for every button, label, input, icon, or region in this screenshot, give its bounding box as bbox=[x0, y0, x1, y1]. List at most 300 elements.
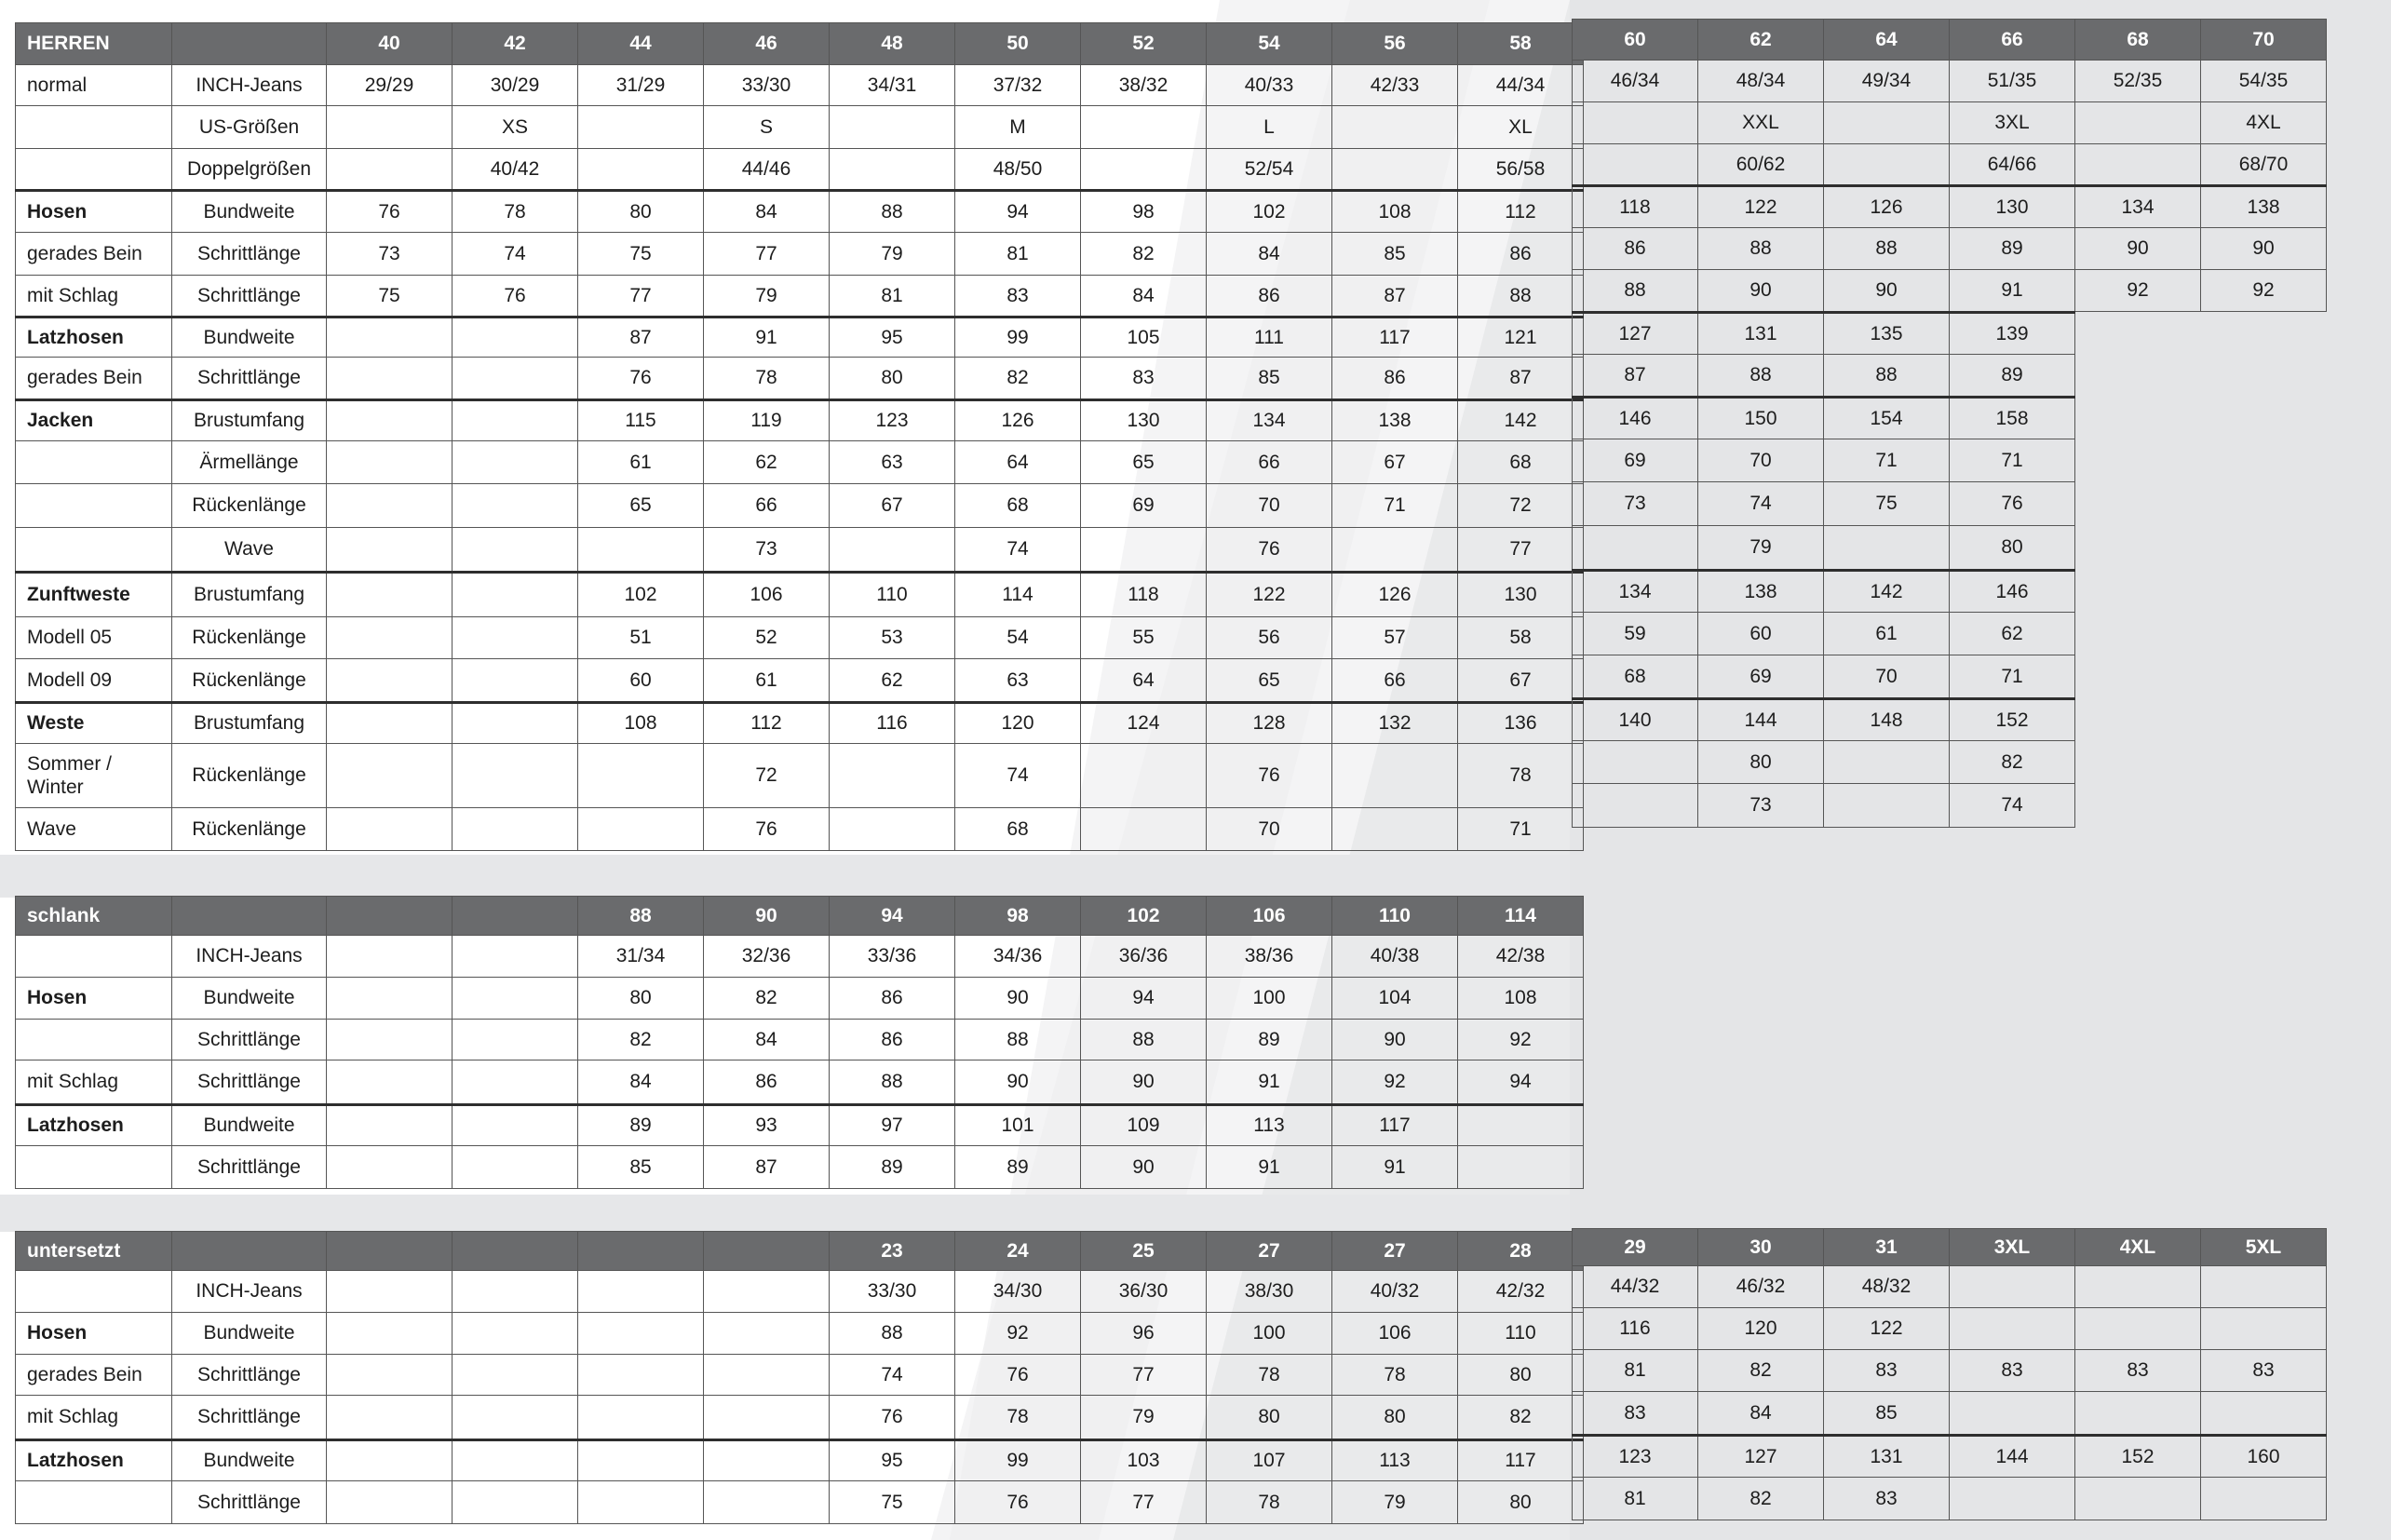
table-cell bbox=[453, 1146, 578, 1189]
table-cell: Brustumfang bbox=[172, 400, 327, 441]
table-cell bbox=[16, 1020, 172, 1060]
table-cell: 81 bbox=[1573, 1350, 1698, 1392]
table-cell: Doppelgrößen bbox=[172, 149, 327, 191]
table-row bbox=[16, 233, 1584, 276]
table-cell bbox=[453, 617, 578, 659]
header-cell: 42 bbox=[453, 23, 578, 65]
table-cell: 71 bbox=[1332, 484, 1458, 528]
table-cell bbox=[327, 744, 453, 808]
table-cell: 90 bbox=[2075, 228, 2201, 270]
table-cell: 80 bbox=[578, 978, 704, 1020]
table-cell: 89 bbox=[1207, 1020, 1332, 1060]
table-cell: 122 bbox=[1698, 186, 1824, 228]
table-cell: 79 bbox=[1081, 1396, 1207, 1440]
table-cell: 126 bbox=[1824, 186, 1950, 228]
header-cell: 60 bbox=[1573, 20, 1698, 61]
table-cell bbox=[327, 617, 453, 659]
table-cell bbox=[327, 1020, 453, 1060]
table-cell: 38/30 bbox=[1207, 1271, 1332, 1313]
table-cell: 61 bbox=[704, 659, 830, 703]
table-row bbox=[16, 484, 1584, 528]
table-cell: Schrittlänge bbox=[172, 358, 327, 400]
table-cell: 135 bbox=[1824, 313, 1950, 355]
table-cell bbox=[1824, 144, 1950, 186]
table-cell: 55 bbox=[1081, 617, 1207, 659]
table-cell: 79 bbox=[1698, 526, 1824, 571]
table-cell: 88 bbox=[1458, 276, 1584, 317]
table-cell: 36/30 bbox=[1081, 1271, 1207, 1313]
table-cell: 71 bbox=[1950, 439, 2075, 482]
table-cell bbox=[2201, 1308, 2327, 1350]
header-cell: 4XL bbox=[2075, 1229, 2201, 1266]
table-cell: 83 bbox=[1950, 1350, 2075, 1392]
table-cell bbox=[578, 528, 704, 573]
table-cell: 86 bbox=[1458, 233, 1584, 276]
table-cell: 88 bbox=[1824, 355, 1950, 398]
table-cell: 102 bbox=[578, 573, 704, 617]
table-cell: 88 bbox=[830, 1060, 955, 1105]
table-row bbox=[16, 936, 1584, 978]
table-cell bbox=[453, 1440, 578, 1481]
table-cell: Schrittlänge bbox=[172, 1060, 327, 1105]
table-cell: INCH-Jeans bbox=[172, 936, 327, 978]
table-row bbox=[16, 528, 1584, 573]
table-cell bbox=[2075, 102, 2201, 144]
table-cell: 77 bbox=[1458, 528, 1584, 573]
table-row bbox=[1573, 526, 2075, 571]
table-cell: 72 bbox=[704, 744, 830, 808]
table-cell: 95 bbox=[830, 1440, 955, 1481]
table-cell: 49/34 bbox=[1824, 61, 1950, 102]
table-row bbox=[16, 149, 1584, 191]
table-cell bbox=[327, 1440, 453, 1481]
table-cell: 106 bbox=[704, 573, 830, 617]
table-cell: Rückenlänge bbox=[172, 744, 327, 808]
table-cell bbox=[578, 106, 704, 149]
table-cell bbox=[704, 1355, 830, 1396]
header-cell: untersetzt bbox=[16, 1232, 172, 1271]
table-cell: 78 bbox=[1458, 744, 1584, 808]
table-cell: 40/42 bbox=[453, 149, 578, 191]
table-cell: 140 bbox=[1573, 699, 1698, 741]
table-row bbox=[1573, 1478, 2327, 1520]
table-cell bbox=[327, 1396, 453, 1440]
table-cell: gerades Bein bbox=[16, 1355, 172, 1396]
table-cell: 92 bbox=[2201, 270, 2327, 312]
table-cell: 113 bbox=[1207, 1105, 1332, 1146]
table-cell: US-Größen bbox=[172, 106, 327, 149]
table-cell: 80 bbox=[1332, 1396, 1458, 1440]
table-cell: 53 bbox=[830, 617, 955, 659]
table-row bbox=[16, 1060, 1584, 1105]
table-cell: Rückenlänge bbox=[172, 484, 327, 528]
table-cell: Schrittlänge bbox=[172, 1146, 327, 1189]
table-cell: 101 bbox=[955, 1105, 1081, 1146]
table-row bbox=[16, 400, 1584, 441]
table-cell: 84 bbox=[1698, 1392, 1824, 1436]
table-cell bbox=[453, 1020, 578, 1060]
table-cell: Schrittlänge bbox=[172, 1020, 327, 1060]
table-cell: 87 bbox=[1332, 276, 1458, 317]
table-cell bbox=[830, 744, 955, 808]
herren_right2-grid bbox=[1572, 311, 2075, 828]
table-cell: 75 bbox=[1824, 482, 1950, 526]
table-cell: 74 bbox=[1698, 482, 1824, 526]
table-row bbox=[16, 65, 1584, 106]
table-cell: 116 bbox=[830, 703, 955, 744]
table-cell: 120 bbox=[955, 703, 1081, 744]
table-row bbox=[1573, 1308, 2327, 1350]
untersetzt_right-grid bbox=[1572, 1228, 2327, 1520]
table-row bbox=[16, 441, 1584, 484]
table-cell bbox=[2075, 144, 2201, 186]
table-cell: 38/32 bbox=[1081, 65, 1207, 106]
table-cell bbox=[453, 1105, 578, 1146]
header-cell: 106 bbox=[1207, 897, 1332, 936]
table-row bbox=[1573, 571, 2075, 613]
table-cell: normal bbox=[16, 65, 172, 106]
table-cell bbox=[578, 1271, 704, 1313]
table-cell: 75 bbox=[578, 233, 704, 276]
table-cell: Ärmellänge bbox=[172, 441, 327, 484]
table-cell: 89 bbox=[1950, 228, 2075, 270]
table-cell: 73 bbox=[1698, 784, 1824, 828]
table-cell bbox=[453, 358, 578, 400]
header-cell: 29 bbox=[1573, 1229, 1698, 1266]
table-cell bbox=[16, 1271, 172, 1313]
table-cell: 90 bbox=[1824, 270, 1950, 312]
table-cell: Modell 05 bbox=[16, 617, 172, 659]
header-cell bbox=[327, 897, 453, 936]
table-cell: 66 bbox=[1207, 441, 1332, 484]
table-cell: 82 bbox=[1458, 1396, 1584, 1440]
table-cell bbox=[704, 1440, 830, 1481]
table-cell: Brustumfang bbox=[172, 703, 327, 744]
table-cell: 117 bbox=[1332, 1105, 1458, 1146]
table-cell bbox=[327, 1481, 453, 1524]
schlank-grid bbox=[15, 896, 1584, 1189]
table-cell: 91 bbox=[1207, 1146, 1332, 1189]
table-cell: 138 bbox=[2201, 186, 2327, 228]
table-cell: 90 bbox=[1332, 1020, 1458, 1060]
table-cell: 89 bbox=[1950, 355, 2075, 398]
table-cell: 74 bbox=[453, 233, 578, 276]
table-cell: Hosen bbox=[16, 978, 172, 1020]
table-cell: 78 bbox=[704, 358, 830, 400]
table-row bbox=[1573, 61, 2327, 102]
table-cell bbox=[453, 1060, 578, 1105]
table-cell: 106 bbox=[1332, 1313, 1458, 1355]
table-cell: 123 bbox=[1573, 1436, 1698, 1478]
table-cell bbox=[327, 358, 453, 400]
table-cell: 80 bbox=[1698, 741, 1824, 784]
table-cell: 114 bbox=[955, 573, 1081, 617]
table-cell bbox=[1824, 102, 1950, 144]
table-cell: Latzhosen bbox=[16, 1440, 172, 1481]
table-cell: Latzhosen bbox=[16, 1105, 172, 1146]
table-row bbox=[16, 659, 1584, 703]
table-cell: 109 bbox=[1081, 1105, 1207, 1146]
table-cell bbox=[578, 808, 704, 851]
table-cell: Brustumfang bbox=[172, 573, 327, 617]
table-cell bbox=[1332, 744, 1458, 808]
table-cell bbox=[578, 1440, 704, 1481]
table-cell: 100 bbox=[1207, 1313, 1332, 1355]
table-cell: 79 bbox=[830, 233, 955, 276]
table-cell: 82 bbox=[1698, 1478, 1824, 1520]
table-cell: 90 bbox=[1081, 1146, 1207, 1189]
header-cell: 62 bbox=[1698, 20, 1824, 61]
table-cell: 77 bbox=[1081, 1481, 1207, 1524]
table-cell: 102 bbox=[1207, 191, 1332, 233]
table-cell: 44/32 bbox=[1573, 1266, 1698, 1308]
table-cell: gerades Bein bbox=[16, 233, 172, 276]
table-cell: Rückenlänge bbox=[172, 659, 327, 703]
table-row bbox=[16, 1271, 1584, 1313]
table-cell bbox=[327, 528, 453, 573]
table-cell: 86 bbox=[704, 1060, 830, 1105]
table-cell: 52/54 bbox=[1207, 149, 1332, 191]
table-cell bbox=[2075, 1266, 2201, 1308]
table-cell: 71 bbox=[1950, 655, 2075, 699]
table-cell: 79 bbox=[704, 276, 830, 317]
table-cell: XL bbox=[1458, 106, 1584, 149]
table-row bbox=[1573, 1392, 2327, 1436]
table-cell: 148 bbox=[1824, 699, 1950, 741]
table-cell: 103 bbox=[1081, 1440, 1207, 1481]
table-row bbox=[1573, 699, 2075, 741]
table-cell: M bbox=[955, 106, 1081, 149]
table-cell: Jacken bbox=[16, 400, 172, 441]
table-cell bbox=[830, 106, 955, 149]
table-cell: Schrittlänge bbox=[172, 276, 327, 317]
table-cell bbox=[453, 1355, 578, 1396]
herren-table bbox=[15, 22, 1584, 851]
header-cell: 54 bbox=[1207, 23, 1332, 65]
table-cell: 34/31 bbox=[830, 65, 955, 106]
header-cell: 68 bbox=[2075, 20, 2201, 61]
table-cell: 87 bbox=[704, 1146, 830, 1189]
header-cell bbox=[327, 1232, 453, 1271]
table-row bbox=[16, 1105, 1584, 1146]
table-cell: 31/34 bbox=[578, 936, 704, 978]
table-cell: 95 bbox=[830, 317, 955, 358]
table-cell: 83 bbox=[1081, 358, 1207, 400]
header-cell: 27 bbox=[1332, 1232, 1458, 1271]
table-cell: 65 bbox=[578, 484, 704, 528]
table-cell: 48/32 bbox=[1824, 1266, 1950, 1308]
herren-table-extension-lower bbox=[1572, 311, 2075, 828]
table-cell bbox=[1081, 808, 1207, 851]
table-cell: 81 bbox=[830, 276, 955, 317]
table-cell: 131 bbox=[1698, 313, 1824, 355]
table-cell: 46/34 bbox=[1573, 61, 1698, 102]
table-cell: 42/38 bbox=[1458, 936, 1584, 978]
table-cell: 56 bbox=[1207, 617, 1332, 659]
table-row bbox=[16, 1146, 1584, 1189]
table-cell bbox=[327, 441, 453, 484]
table-cell bbox=[578, 1481, 704, 1524]
table-cell: 94 bbox=[1458, 1060, 1584, 1105]
table-cell: 64/66 bbox=[1950, 144, 2075, 186]
table-cell: 88 bbox=[830, 191, 955, 233]
table-cell: 37/32 bbox=[955, 65, 1081, 106]
table-cell: 128 bbox=[1207, 703, 1332, 744]
table-row bbox=[1573, 355, 2075, 398]
table-cell bbox=[327, 1271, 453, 1313]
table-cell: 83 bbox=[955, 276, 1081, 317]
table-cell: 80 bbox=[578, 191, 704, 233]
table-cell: 74 bbox=[1950, 784, 2075, 828]
table-cell bbox=[327, 1355, 453, 1396]
table-cell: 85 bbox=[1824, 1392, 1950, 1436]
table-cell bbox=[1950, 1266, 2075, 1308]
table-cell: 70 bbox=[1207, 808, 1332, 851]
table-cell: Hosen bbox=[16, 1313, 172, 1355]
table-cell: 71 bbox=[1458, 808, 1584, 851]
table-cell: 142 bbox=[1824, 571, 1950, 613]
table-row bbox=[16, 1313, 1584, 1355]
header-cell: 40 bbox=[327, 23, 453, 65]
table-cell: 77 bbox=[1081, 1355, 1207, 1396]
table-cell bbox=[453, 808, 578, 851]
table-cell: 115 bbox=[578, 400, 704, 441]
table-cell: 80 bbox=[1950, 526, 2075, 571]
table-cell: 85 bbox=[578, 1146, 704, 1189]
untersetzt-table bbox=[15, 1231, 1584, 1524]
table-cell: 84 bbox=[704, 1020, 830, 1060]
table-cell: 74 bbox=[955, 528, 1081, 573]
table-cell: 160 bbox=[2201, 1436, 2327, 1478]
table-cell: 42/33 bbox=[1332, 65, 1458, 106]
table-cell: Wave bbox=[16, 808, 172, 851]
header-cell: 31 bbox=[1824, 1229, 1950, 1266]
table-cell: 76 bbox=[453, 276, 578, 317]
table-cell: Bundweite bbox=[172, 191, 327, 233]
table-cell bbox=[1573, 784, 1698, 828]
table-cell: Bundweite bbox=[172, 1105, 327, 1146]
untersetzt-table-extension bbox=[1572, 1228, 2327, 1520]
table-cell: 79 bbox=[1332, 1481, 1458, 1524]
table-cell: 83 bbox=[1824, 1350, 1950, 1392]
table-cell: Wave bbox=[172, 528, 327, 573]
table-cell: 94 bbox=[1081, 978, 1207, 1020]
header-cell: 94 bbox=[830, 897, 955, 936]
table-cell: 76 bbox=[578, 358, 704, 400]
table-cell bbox=[327, 400, 453, 441]
table-cell: 68 bbox=[955, 808, 1081, 851]
table-row bbox=[16, 744, 1584, 808]
table-cell bbox=[1081, 744, 1207, 808]
header-cell: 58 bbox=[1458, 23, 1584, 65]
table-cell: 66 bbox=[704, 484, 830, 528]
table-row bbox=[16, 573, 1584, 617]
table-cell: 86 bbox=[830, 978, 955, 1020]
table-cell: 90 bbox=[1081, 1060, 1207, 1105]
table-cell bbox=[1458, 1105, 1584, 1146]
table-row bbox=[1573, 186, 2327, 228]
table-row bbox=[16, 317, 1584, 358]
table-cell: 30/29 bbox=[453, 65, 578, 106]
table-cell: 144 bbox=[1950, 1436, 2075, 1478]
table-cell: Bundweite bbox=[172, 317, 327, 358]
table-cell: 70 bbox=[1698, 439, 1824, 482]
table-row bbox=[1573, 613, 2075, 655]
table-cell: 87 bbox=[578, 317, 704, 358]
table-cell: 66 bbox=[1332, 659, 1458, 703]
table-cell bbox=[1332, 808, 1458, 851]
table-cell: 119 bbox=[704, 400, 830, 441]
table-cell bbox=[2075, 1308, 2201, 1350]
table-cell: 48/34 bbox=[1698, 61, 1824, 102]
table-cell bbox=[16, 528, 172, 573]
table-cell bbox=[2201, 1266, 2327, 1308]
table-cell: 75 bbox=[327, 276, 453, 317]
table-cell: 111 bbox=[1207, 317, 1332, 358]
table-cell bbox=[1824, 784, 1950, 828]
table-cell: S bbox=[704, 106, 830, 149]
table-cell: 91 bbox=[1950, 270, 2075, 312]
table-cell: Bundweite bbox=[172, 978, 327, 1020]
table-cell bbox=[453, 1271, 578, 1313]
table-cell: 76 bbox=[1950, 482, 2075, 526]
table-cell: 84 bbox=[1081, 276, 1207, 317]
table-cell: XXL bbox=[1698, 102, 1824, 144]
table-cell: Bundweite bbox=[172, 1313, 327, 1355]
table-cell: 90 bbox=[955, 978, 1081, 1020]
table-cell: 82 bbox=[1950, 741, 2075, 784]
table-cell bbox=[453, 528, 578, 573]
table-row bbox=[16, 1020, 1584, 1060]
header-cell: 102 bbox=[1081, 897, 1207, 936]
table-cell bbox=[16, 1481, 172, 1524]
table-row bbox=[16, 358, 1584, 400]
table-cell: 152 bbox=[2075, 1436, 2201, 1478]
table-cell bbox=[453, 1396, 578, 1440]
table-cell bbox=[327, 106, 453, 149]
table-cell: 122 bbox=[1207, 573, 1332, 617]
table-cell: 69 bbox=[1081, 484, 1207, 528]
header-cell bbox=[172, 897, 327, 936]
table-cell: 76 bbox=[830, 1396, 955, 1440]
header-cell: 64 bbox=[1824, 20, 1950, 61]
table-cell: 4XL bbox=[2201, 102, 2327, 144]
table-cell: 117 bbox=[1458, 1440, 1584, 1481]
table-cell: 124 bbox=[1081, 703, 1207, 744]
table-cell: 150 bbox=[1698, 398, 1824, 439]
header-cell: 46 bbox=[704, 23, 830, 65]
header-cell: 44 bbox=[578, 23, 704, 65]
table-cell: 94 bbox=[955, 191, 1081, 233]
table-cell bbox=[830, 808, 955, 851]
table-cell: Rückenlänge bbox=[172, 808, 327, 851]
table-cell bbox=[453, 400, 578, 441]
table-cell: 68 bbox=[1458, 441, 1584, 484]
table-cell: 80 bbox=[830, 358, 955, 400]
table-cell: 132 bbox=[1332, 703, 1458, 744]
table-cell: 82 bbox=[578, 1020, 704, 1060]
table-cell: 126 bbox=[955, 400, 1081, 441]
table-cell: 51/35 bbox=[1950, 61, 2075, 102]
table-cell: 60 bbox=[578, 659, 704, 703]
table-cell: 64 bbox=[1081, 659, 1207, 703]
table-cell: 88 bbox=[1698, 228, 1824, 270]
table-cell: 88 bbox=[1824, 228, 1950, 270]
table-row bbox=[1573, 741, 2075, 784]
table-cell: 91 bbox=[704, 317, 830, 358]
table-cell: 62 bbox=[830, 659, 955, 703]
table-row bbox=[16, 191, 1584, 233]
